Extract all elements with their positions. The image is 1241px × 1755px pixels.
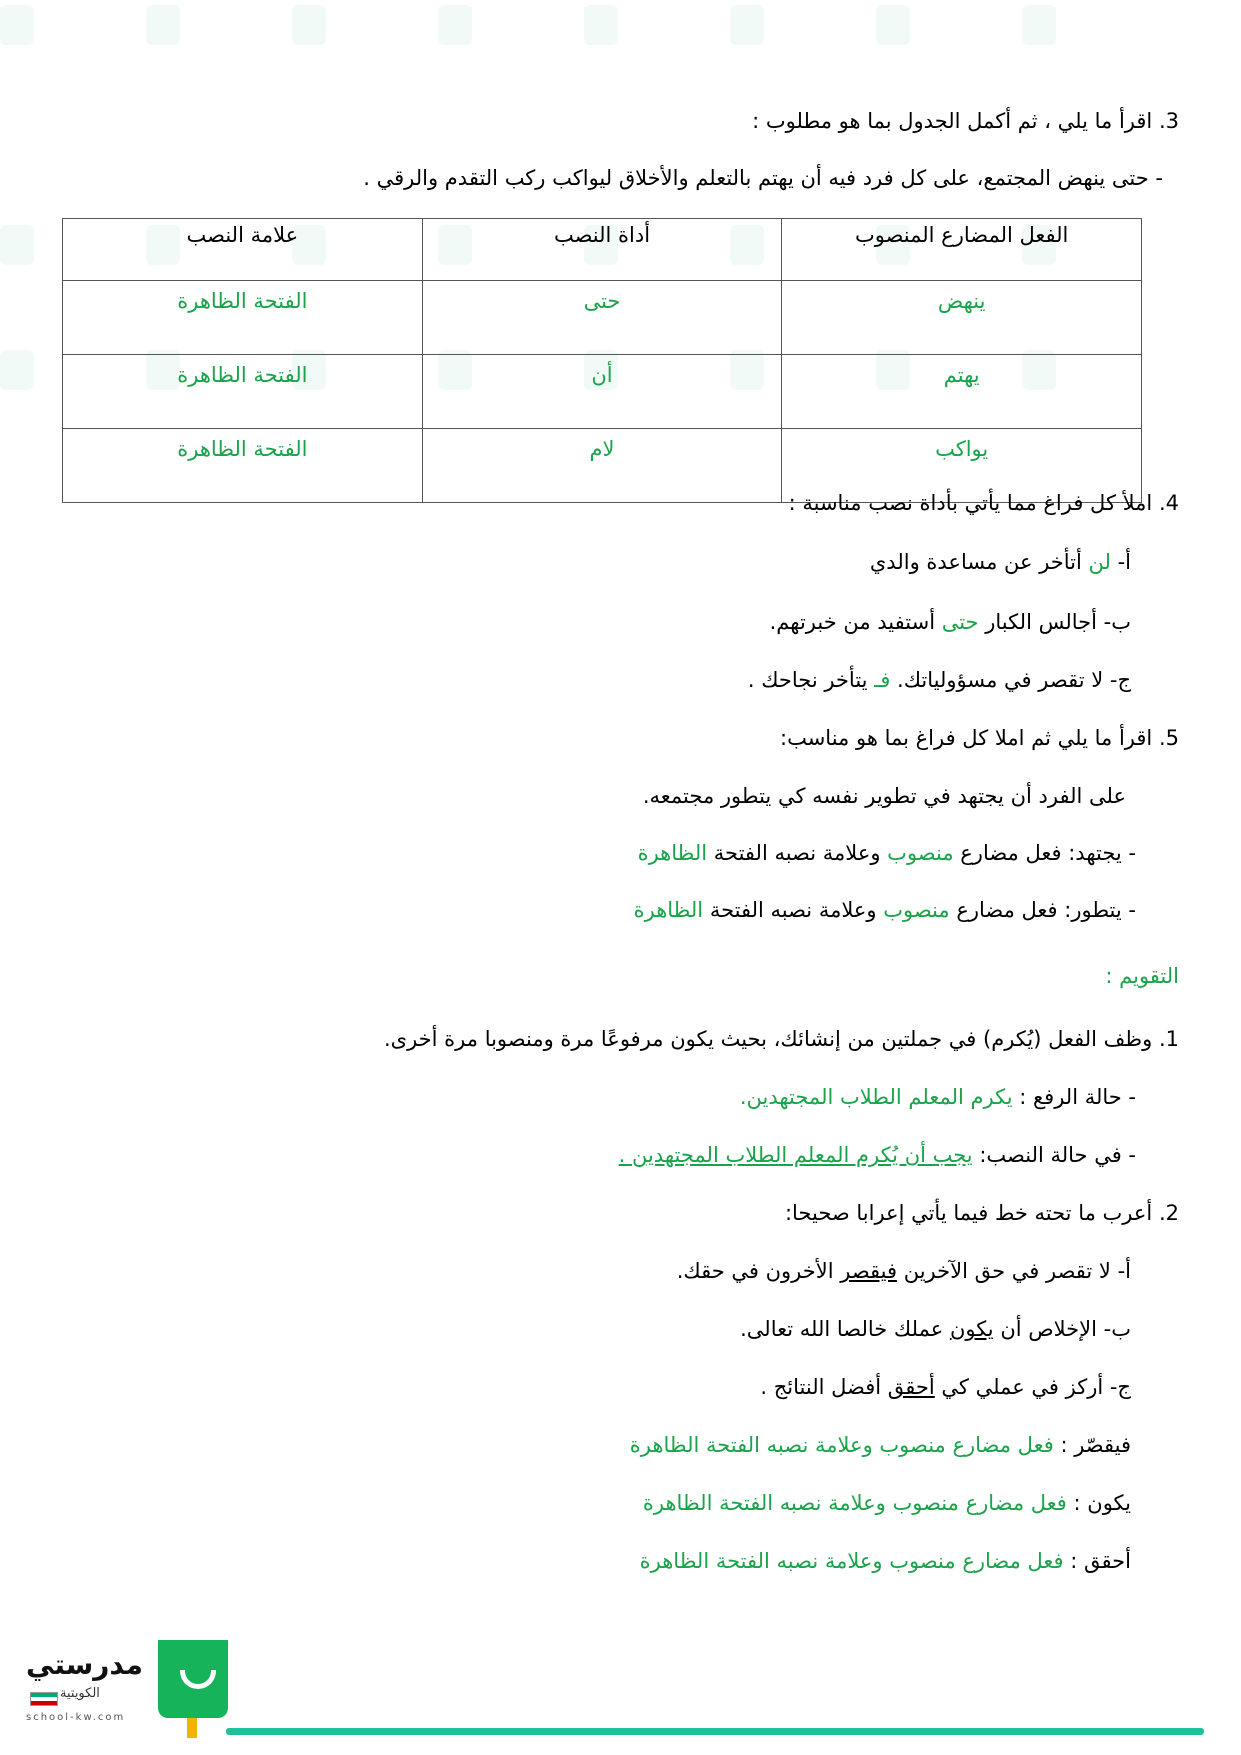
q3-title [752,106,1179,136]
q4-a-post: أتأخر عن مساعدة والدي [869,550,1089,574]
q4-b-answer: حتى [941,610,979,634]
q4-a-pre: أ- [1110,550,1131,574]
q4-c-post: يتأخر نجاحك . [747,668,875,692]
logo-pin-icon [187,1718,197,1738]
assessment-q2-number: 2. [1158,1201,1179,1225]
kuwait-flag-icon [30,1692,58,1706]
logo-name: مدرستي [26,1648,143,1681]
assessment-q1-title [384,1024,1179,1054]
table-cell: الفتحة الظاهرة [63,355,423,429]
q5-line-2 [634,895,1136,925]
assessment-q1-nasb [619,1140,1136,1170]
raf-label: - حالة الرفع : [1012,1085,1136,1109]
assessment-q1-number: 1. [1158,1027,1179,1051]
table-cell: يواكب [782,429,1142,503]
answer-3-label: أحقق : [1063,1549,1131,1573]
nasb-label: - في حالة النصب: [972,1143,1136,1167]
q5-l2-pre: - يتطور: فعل مضارع [949,898,1136,922]
q4-b-post: أستفيد من خبرتهم. [769,610,942,634]
q2-b-post: عملك خالصا الله تعالى. [740,1317,950,1341]
answer-3-text: فعل مضارع منصوب وعلامة نصبه الفتحة الظاهرة [639,1549,1064,1573]
q5-sentence: على الفرد أن يجتهد في تطوير نفسه كي يتطور مجتمعه. [642,784,1126,808]
answer-1-text: فعل مضارع منصوب وعلامة نصبه الفتحة الظاهرة [629,1433,1054,1457]
q5-l1-answer-1: منصوب [887,841,954,865]
q4-item-c [748,665,1131,695]
q3-title-text: اقرأ ما يلي ، ثم أكمل الجدول بما هو مطلوب : [752,109,1153,133]
q2-c-pre: ج- أركز في عملي كي [934,1375,1131,1399]
q5-number: 5. [1158,726,1179,750]
q5-l2-mid: وعلامة نصبه الفتحة [703,898,884,922]
q4-title [789,488,1179,518]
q4-item-a [870,547,1131,577]
watermark-row [0,0,1241,50]
table-row [63,281,1142,355]
assessment-q2-a [677,1256,1131,1286]
table-cell: الفتحة الظاهرة [63,281,423,355]
q2-c-post: أفضل النتائج . [760,1375,888,1399]
q2-a-underlined: فيقصر [840,1259,898,1283]
answer-1-label: فيقصّر : [1053,1433,1131,1457]
q4-c-pre: ج- لا تقصر في مسؤولياتك. [890,668,1131,692]
q4-title-text: املأ كل فراغ مما يأتي بأداة نصب مناسبة : [788,491,1153,515]
q4-item-b [770,607,1131,637]
assessment-q2-text: أعرب ما تحته خط فيما يأتي إعرابا صحيحا: [784,1201,1153,1225]
q2-b-pre: ب- الإخلاص أن [993,1317,1131,1341]
answer-2-label: يكون : [1066,1491,1131,1515]
assessment-q2-b [740,1314,1131,1344]
q4-number: 4. [1158,491,1179,515]
q2-b-underlined: يكون [949,1317,994,1341]
q5-title-text: اقرأ ما يلي ثم املا كل فراغ بما هو مناسب: [780,726,1153,750]
madrasati-logo [20,1640,220,1740]
table-cell: الفتحة الظاهرة [63,429,423,503]
q4-b-pre: ب- أجالس الكبار [978,610,1131,634]
assessment-q2-title [785,1198,1179,1228]
assessment-q2-answer-2 [643,1488,1131,1518]
q5-l2-answer-2: الظاهرة [633,898,704,922]
logo-subtitle: الكويتية [60,1686,100,1701]
assessment-heading: التقويم : [1105,964,1179,988]
q4-a-answer: لن [1088,550,1111,574]
q5-title [780,723,1179,753]
q3-table [62,218,1142,503]
table-header-row [63,219,1142,281]
q3-number: 3. [1158,109,1179,133]
raf-answer: يكرم المعلم الطلاب المجتهدين. [739,1085,1013,1109]
assessment-q2-c [760,1372,1131,1402]
table-header: علامة النصب [63,219,423,281]
table-cell: يهتم [782,355,1142,429]
table-row [63,355,1142,429]
logo-url: school-kw.com [26,1712,126,1723]
q5-l1-mid: وعلامة نصبه الفتحة [707,841,888,865]
assessment-q1-text: وظف الفعل (يُكرم) في جملتين من إنشائك، بحيث يكون مرفوعًا مرة ومنصوبا مرة أخرى. [383,1027,1153,1051]
q2-a-post: الأخرون في حقك. [676,1259,841,1283]
q5-line-1 [638,838,1136,868]
q5-l2-answer-1: منصوب [883,898,950,922]
nasb-answer: يجب أن يُكرم المعلم الطلاب المجتهدين . [618,1143,973,1167]
q5-l1-pre: - يجتهد: فعل مضارع [953,841,1136,865]
assessment-q1-raf [740,1082,1136,1112]
logo-badge-icon [158,1640,228,1718]
q4-c-answer: فـ [874,668,891,692]
table-cell: حتى [422,281,782,355]
table-cell: لام [422,429,782,503]
q5-l1-answer-2: الظاهرة [637,841,708,865]
table-header: أداة النصب [422,219,782,281]
answer-2-text: فعل مضارع منصوب وعلامة نصبه الفتحة الظاهرة [642,1491,1067,1515]
table-cell: ينهض [782,281,1142,355]
assessment-q2-answer-3 [640,1546,1131,1576]
table-header: الفعل المضارع المنصوب [782,219,1142,281]
footer-divider [226,1728,1204,1735]
assessment-q2-answer-1 [630,1430,1131,1460]
q2-a-pre: أ- لا تقصر في حق الآخرين [897,1259,1131,1283]
q2-c-underlined: أحقق [887,1375,935,1399]
table-cell: أن [422,355,782,429]
q3-passage: - حتى ينهض المجتمع، على كل فرد فيه أن يهتم بالتعلم والأخلاق ليواكب ركب التقدم والرقي . [363,166,1163,190]
